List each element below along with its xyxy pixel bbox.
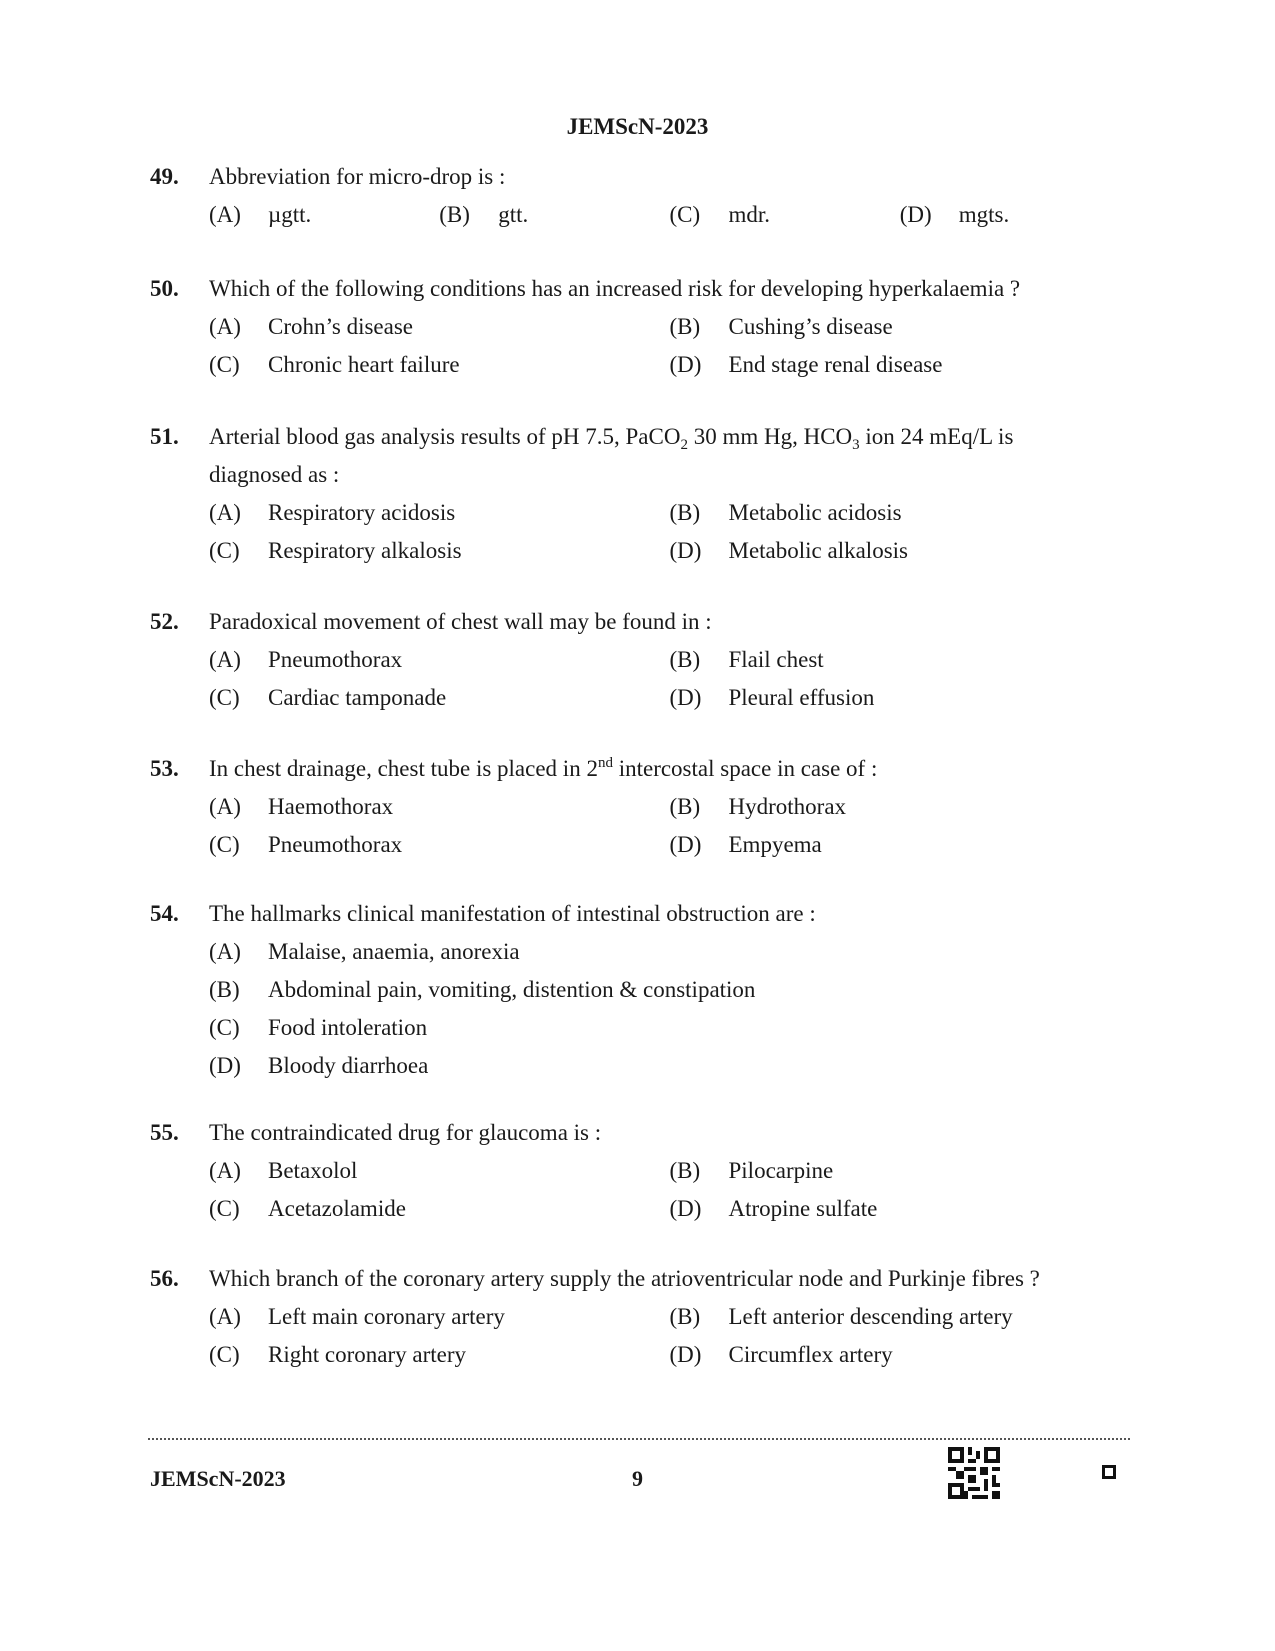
question-51 bbox=[150, 418, 1130, 570]
option-a: (A) Pneumothorax bbox=[209, 647, 403, 672]
square-marker-icon bbox=[1102, 1465, 1116, 1479]
question-number: 54. bbox=[150, 901, 179, 926]
option-a: (A) Betaxolol bbox=[209, 1158, 358, 1183]
option-c: (C) Pneumothorax bbox=[209, 832, 403, 857]
option-d: (D) Pleural effusion bbox=[669, 685, 875, 710]
question-50 bbox=[150, 270, 1130, 384]
option-a: (A) Respiratory acidosis bbox=[209, 500, 456, 525]
option-d: (D) End stage renal disease bbox=[669, 352, 943, 377]
page-header-title: JEMScN-2023 bbox=[566, 114, 709, 139]
page-number: 9 bbox=[632, 1466, 643, 1491]
question-text: In chest drainage, chest tube is placed in 2nd intercostal space in case of : bbox=[209, 755, 878, 781]
option-d: (D) mgts. bbox=[899, 202, 1010, 227]
option-b: (B) Abdominal pain, vomiting, distention & constipation bbox=[209, 977, 756, 1002]
question-number: 50. bbox=[150, 276, 179, 301]
question-49 bbox=[150, 158, 1130, 234]
option-b: (B) Hydrothorax bbox=[669, 794, 847, 819]
option-c: (C) Cardiac tamponade bbox=[209, 685, 447, 710]
option-b: (B) Pilocarpine bbox=[669, 1158, 834, 1183]
question-55 bbox=[150, 1114, 1130, 1228]
question-53 bbox=[150, 750, 1130, 864]
footer-divider bbox=[148, 1438, 1130, 1443]
question-text: Which of the following conditions has an increased risk for developing hyperkalaemia ? bbox=[209, 276, 1021, 301]
question-number: 49. bbox=[150, 164, 179, 189]
option-d: (D) Empyema bbox=[669, 832, 822, 857]
option-c: (C) Right coronary artery bbox=[209, 1342, 466, 1367]
question-text: Abbreviation for micro-drop is : bbox=[209, 164, 506, 189]
option-c: (C) Acetazolamide bbox=[209, 1196, 406, 1221]
question-number: 56. bbox=[150, 1266, 179, 1291]
question-number: 51. bbox=[150, 424, 179, 449]
question-54 bbox=[150, 895, 1130, 1085]
qr-code-icon bbox=[948, 1447, 1000, 1499]
question-text: Arterial blood gas analysis results of pH 7.5, PaCO$_2$ 30 mm Hg, $HCO_3$ ion 24 mEq/L is diagnosed as : bbox=[209, 424, 1014, 487]
question-text: The hallmarks clinical manifestation of intestinal obstruction are : bbox=[209, 901, 816, 926]
option-a: (A) Malaise, anaemia, anorexia bbox=[209, 939, 520, 964]
option-b: (B) gtt. bbox=[439, 202, 529, 227]
option-c: (C) Respiratory alkalosis bbox=[209, 538, 462, 563]
option-b: (B) Flail chest bbox=[669, 647, 824, 672]
option-b: (B) Left anterior descending artery bbox=[669, 1304, 1013, 1329]
option-a: (A) Crohn’s disease bbox=[209, 314, 414, 339]
option-a: (A) Left main coronary artery bbox=[209, 1304, 505, 1329]
option-a: (A) µgtt. bbox=[209, 202, 312, 227]
question-text: The contraindicated drug for glaucoma is : bbox=[209, 1120, 602, 1145]
option-d: (D) Atropine sulfate bbox=[669, 1196, 878, 1221]
question-text: Paradoxical movement of chest wall may be found in : bbox=[209, 609, 712, 634]
footer-exam-code: JEMScN-2023 bbox=[150, 1466, 286, 1491]
question-52 bbox=[150, 603, 1130, 717]
option-d: (D) Circumflex artery bbox=[669, 1342, 893, 1367]
option-c: (C) Chronic heart failure bbox=[209, 352, 460, 377]
question-number: 52. bbox=[150, 609, 179, 634]
option-a: (A) Haemothorax bbox=[209, 794, 394, 819]
question-number: 55. bbox=[150, 1120, 179, 1145]
option-c: (C) Food intoleration bbox=[209, 1015, 428, 1040]
option-d: (D) Metabolic alkalosis bbox=[669, 538, 908, 563]
option-d: (D) Bloody diarrhoea bbox=[209, 1053, 429, 1078]
option-c: (C) mdr. bbox=[669, 202, 771, 227]
question-56 bbox=[150, 1260, 1130, 1374]
option-b: (B) Metabolic acidosis bbox=[669, 500, 902, 525]
question-number: 53. bbox=[150, 756, 179, 781]
question-text: Which branch of the coronary artery supply the atrioventricular node and Purkinje fibres ? bbox=[209, 1266, 1040, 1291]
option-b: (B) Cushing’s disease bbox=[669, 314, 893, 339]
